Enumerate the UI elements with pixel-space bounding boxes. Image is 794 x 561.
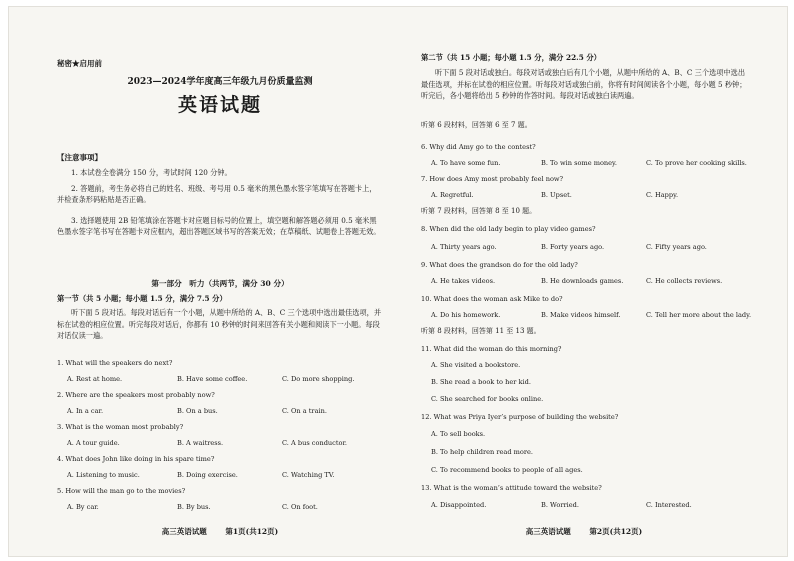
- option-c[interactable]: C. He collects reviews.: [646, 277, 723, 285]
- confidential-label: 秘密★启用前: [57, 59, 102, 68]
- option-b[interactable]: B. She read a book to her kid.: [431, 378, 531, 386]
- option-c[interactable]: C. Tell her more about the lady.: [646, 311, 752, 319]
- option-b[interactable]: B. To help children read more.: [431, 448, 534, 456]
- option-b[interactable]: B. Make videos himself.: [541, 311, 621, 319]
- option-row: [431, 311, 752, 321]
- question-text: 1. What will the speakers do next?: [57, 359, 173, 367]
- option-b[interactable]: B. Have some coffee.: [177, 375, 248, 383]
- notice-item: 1. 本试卷全卷满分 150 分，考试时间 120 分钟。: [71, 168, 232, 177]
- section-instructions: 听下面 5 段对话。每段对话后有一个小题，从题中所给的 A、B、C 三个选项中选出最佳选项，并标在试卷的相应位置。听完每段对话后，你都有 10 秒钟的时间来回答有关小题和阅读下一小题。每段对话仅读一遍。: [57, 308, 382, 341]
- option-c[interactable]: C. Do more shopping.: [282, 375, 355, 383]
- option-row: [67, 439, 383, 449]
- option-c[interactable]: C. To recommend books to people of all ages.: [431, 466, 583, 474]
- question-text: 13. What is the woman’s attitude toward the website?: [421, 484, 602, 492]
- section-heading: 第二节（共 15 小题；每小题 1.5 分，满分 22.5 分）: [421, 53, 601, 62]
- option-a[interactable]: A. A tour guide.: [67, 439, 120, 447]
- question-text: 11. What did the woman do this morning?: [421, 345, 562, 353]
- option-c[interactable]: C. Interested.: [646, 501, 692, 509]
- option-c[interactable]: C. She searched for books online.: [431, 395, 544, 403]
- page-footer: [421, 527, 747, 537]
- notice-heading: 【注意事项】: [57, 153, 102, 162]
- option-b[interactable]: B. Upset.: [541, 191, 572, 199]
- section-heading: 第一节（共 5 小题；每小题 1.5 分，满分 7.5 分）: [57, 294, 227, 303]
- option-row: [431, 243, 747, 253]
- option-c[interactable]: C. To prove her cooking skills.: [646, 159, 747, 167]
- option-row: [67, 471, 383, 481]
- question-text: 5. How will the man go to the movies?: [57, 487, 186, 495]
- question-text: 12. What was Priya Iyer’s purpose of building the website?: [421, 413, 619, 421]
- question-text: 2. Where are the speakers most probably now?: [57, 391, 215, 399]
- question-text: 10. What does the woman ask Mike to do?: [421, 295, 563, 303]
- option-row: [431, 277, 747, 287]
- part-heading: 第一部分 听力（共两节，满分 30 分）: [151, 279, 289, 288]
- material-note: 听第 6 段材料，回答第 6 至 7 题。: [421, 121, 532, 129]
- option-row: [431, 191, 747, 201]
- option-b[interactable]: B. Doing exercise.: [177, 471, 238, 479]
- option-c[interactable]: C. Happy.: [646, 191, 679, 199]
- option-c[interactable]: C. Watching TV.: [282, 471, 335, 479]
- option-c[interactable]: C. A bus conductor.: [282, 439, 348, 447]
- option-b[interactable]: B. To win some money.: [541, 159, 618, 167]
- exam-title: 2023—2024学年度高三年级九月份质量监测: [127, 77, 313, 87]
- option-row: [431, 159, 747, 169]
- section-instructions: 听下面 5 段对话或独白。每段对话或独白后有几个小题，从题中所给的 A、B、C 三个选项中选出最佳选项，并标在试卷的相应位置。听每段对话或独白前，你将有时间阅读各个小题，每小题 5 秒钟；听完后，各小题将给出 5 秒钟的作答时间。每段对话或独白读两遍。: [421, 68, 747, 101]
- exam-sheet: [8, 6, 788, 557]
- option-b[interactable]: B. Forty years ago.: [541, 243, 605, 251]
- option-b[interactable]: B. He downloads games.: [541, 277, 624, 285]
- material-note: 听第 8 段材料，回答第 11 至 13 题。: [421, 327, 541, 335]
- option-a[interactable]: A. Thirty years ago.: [431, 243, 497, 251]
- option-a[interactable]: A. Do his homework.: [431, 311, 501, 319]
- page-footer: [57, 527, 383, 537]
- option-a[interactable]: A. To have some fun.: [431, 159, 501, 167]
- notice-item: 3. 选择题使用 2B 铅笔填涂在答题卡对应题目标号的位置上，填空题和解答题必须用 0.5 毫米黑色墨水签字笔书写在答题卡对应框内，超出答题区域书写的答案无效；在草稿纸、试题卷上答题无效。: [57, 216, 381, 237]
- question-text: 9. What does the grandson do for the old lady?: [421, 261, 578, 269]
- question-text: 4. What does John like doing in his spare time?: [57, 455, 215, 463]
- option-a[interactable]: A. Disappointed.: [431, 501, 487, 509]
- option-c[interactable]: C. On a train.: [282, 407, 327, 415]
- option-row: [431, 501, 747, 511]
- option-a[interactable]: A. He takes videos.: [431, 277, 496, 285]
- option-a[interactable]: A. Regretful.: [431, 191, 474, 199]
- option-a[interactable]: A. Listening to music.: [67, 471, 140, 479]
- option-row: [67, 407, 383, 417]
- question-text: 8. When did the old lady begin to play video games?: [421, 225, 596, 233]
- material-note: 听第 7 段材料，回答第 8 至 10 题。: [421, 207, 537, 215]
- question-text: 7. How does Amy most probably feel now?: [421, 175, 564, 183]
- option-a[interactable]: A. To sell books.: [431, 430, 486, 438]
- option-a[interactable]: A. Rest at home.: [67, 375, 123, 383]
- subject-title: 英语试题: [177, 94, 262, 116]
- footer-page-number: 第1页(共12页): [225, 527, 279, 536]
- question-text: 3. What is the woman most probably?: [57, 423, 184, 431]
- option-a[interactable]: A. She visited a bookstore.: [431, 361, 521, 369]
- option-a[interactable]: A. In a car.: [67, 407, 104, 415]
- option-c[interactable]: C. Fifty years ago.: [646, 243, 707, 251]
- option-a[interactable]: A. By car.: [67, 503, 99, 511]
- footer-subject: 高三英语试题: [161, 527, 207, 536]
- option-b[interactable]: B. Worried.: [541, 501, 579, 509]
- option-b[interactable]: B. On a bus.: [177, 407, 218, 415]
- option-b[interactable]: B. By bus.: [177, 503, 211, 511]
- option-c[interactable]: C. On foot.: [282, 503, 318, 511]
- option-row: [67, 375, 383, 385]
- question-text: 6. Why did Amy go to the contest?: [421, 143, 536, 151]
- footer-page-number: 第2页(共12页): [589, 527, 643, 536]
- option-row: [67, 503, 383, 513]
- option-b[interactable]: B. A waitress.: [177, 439, 224, 447]
- notice-item: 2. 答题前，考生务必将自己的姓名、班级、考号用 0.5 毫米的黑色墨水签字笔填写在答题卡上，并检查条形码粘贴是否正确。: [57, 184, 377, 205]
- footer-subject: 高三英语试题: [525, 527, 571, 536]
